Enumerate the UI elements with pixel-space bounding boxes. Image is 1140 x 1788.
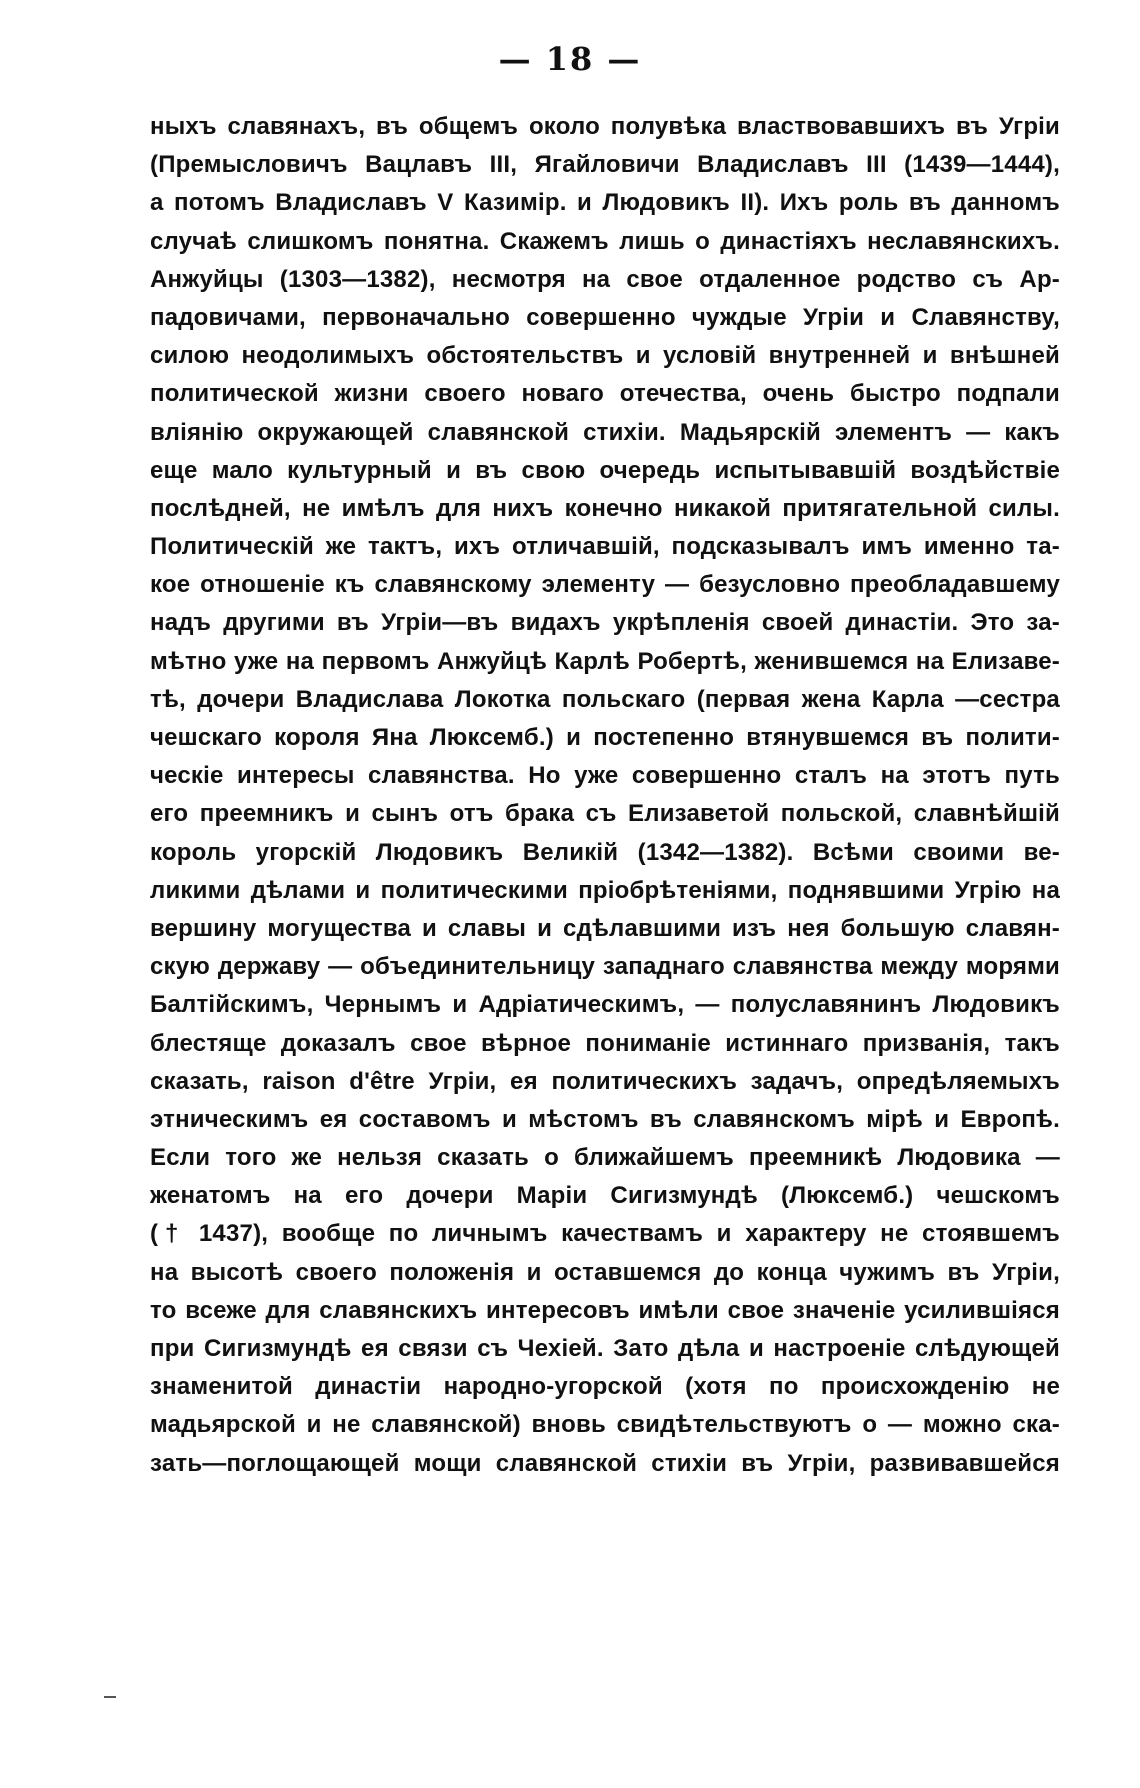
text-line: ликими дѣлами и политическими пріобрѣтеніями, поднявшими Угрію на: [150, 876, 1060, 904]
text-line: силою неодолимыхъ обстоятельствъ и условій внутренней и внѣшней: [150, 342, 1060, 370]
text-line: женатомъ на его дочери Маріи Сигизмундѣ (Люксемб.) чешскомъ: [150, 1182, 1060, 1210]
text-line: вершину могущества и славы и сдѣлавшими изъ нея большую славян-: [150, 914, 1060, 942]
text-line: мѣтно уже на первомъ Анжуйцѣ Карлѣ Робертѣ, женившемся на Елизаве-: [150, 647, 1060, 675]
text-line: а потомъ Владиславъ V Казимір. и Людовикъ II). Ихъ роль въ данномъ: [150, 189, 1060, 217]
text-line: этническимъ ея составомъ и мѣстомъ въ славянскомъ мірѣ и Европѣ.: [150, 1105, 1060, 1133]
text-line: чешскаго короля Яна Люксемб.) и постепенно втянувшемся въ полити-: [150, 724, 1060, 751]
text-line: надъ другими въ Угріи—въ видахъ укрѣпленія своей династіи. Это за-: [150, 609, 1060, 637]
text-line: Политическій же тактъ, ихъ отличавшій, подсказывалъ имъ именно та-: [150, 533, 1060, 561]
text-line: скую державу — объединительницу западнаго славянства между морями: [150, 953, 1060, 981]
text-line: сказать, raison d'être Угріи, ея политическихъ задачъ, опредѣляемыхъ: [150, 1067, 1060, 1095]
text-line: зать—поглощающей мощи славянской стихіи въ Угріи, развивавшейся: [150, 1449, 1060, 1477]
text-line: (Премысловичъ Вацлавъ III, Ягайловичи Владиславъ III (1439—1444),: [150, 151, 1060, 179]
text-line: блестяще доказалъ свое вѣрное пониманіе истиннаго призванія, такъ: [150, 1029, 1060, 1057]
text-line: ческіе интересы славянства. Но уже совершенно сталъ на этотъ путь: [150, 762, 1060, 790]
text-line: король угорскій Людовикъ Великій (1342—1382). Всѣми своими ве-: [150, 838, 1060, 866]
text-line: на высотѣ своего положенія и оставшемся до конца чужимъ въ Угріи,: [150, 1258, 1060, 1286]
text-line: его преемникъ и сынъ отъ брака съ Елизаветой польской, славнѣйшій: [150, 800, 1060, 828]
text-line: († 1437), вообще по личнымъ качествамъ и характеру не стоявшемъ: [150, 1220, 1060, 1248]
text-line: знаменитой династіи народно-угорской (хотя по происхожденію не: [150, 1373, 1060, 1401]
text-line: то всеже для славянскихъ интересовъ имѣли свое значеніе усилившіяся: [150, 1296, 1060, 1324]
text-line: при Сигизмундѣ ея связи съ Чехіей. Зато дѣла и настроеніе слѣдующей: [150, 1335, 1060, 1362]
text-line: Балтійскимъ, Чернымъ и Адріатическимъ, — полуславянинъ Людовикъ: [150, 991, 1060, 1019]
page-number: — 18 —: [498, 40, 642, 78]
text-line: Анжуйцы (1303—1382), несмотря на свое отдаленное родство съ Ар-: [150, 265, 1060, 293]
text-line: мадьярской и не славянской) вновь свидѣтельствуютъ о — можно ска-: [150, 1411, 1060, 1439]
text-line: Если того же нельзя сказать о ближайшемъ преемникѣ Людовика —: [150, 1144, 1060, 1172]
text-line: случаѣ слишкомъ понятна. Скажемъ лишь о династіяхъ неславянскихъ.: [150, 227, 1060, 255]
text-line: послѣдней, не имѣлъ для нихъ конечно никакой притягательной силы.: [150, 494, 1060, 522]
text-line: кое отношеніе къ славянскому элементу — безусловно преобладавшему: [150, 571, 1060, 599]
text-line: тѣ, дочери Владислава Локотка польскаго (первая жена Карла —сестра: [150, 685, 1060, 713]
scan-speck: [104, 1696, 116, 1698]
text-line: падовичами, первоначально совершенно чуждые Угріи и Славянству,: [150, 303, 1060, 331]
text-line: ныхъ славянахъ, въ общемъ около полувѣка властвовавшихъ въ Угріи: [150, 113, 1060, 140]
text-line: еще мало культурный и въ свою очередь испытывавшій воздѣйствіе: [150, 456, 1060, 484]
text-line: вліянію окружающей славянской стихіи. Мадьярскій элементъ — какъ: [150, 418, 1060, 446]
body-text: [150, 108, 1060, 1483]
text-line: политической жизни своего новаго отечества, очень быстро подпали: [150, 380, 1060, 408]
